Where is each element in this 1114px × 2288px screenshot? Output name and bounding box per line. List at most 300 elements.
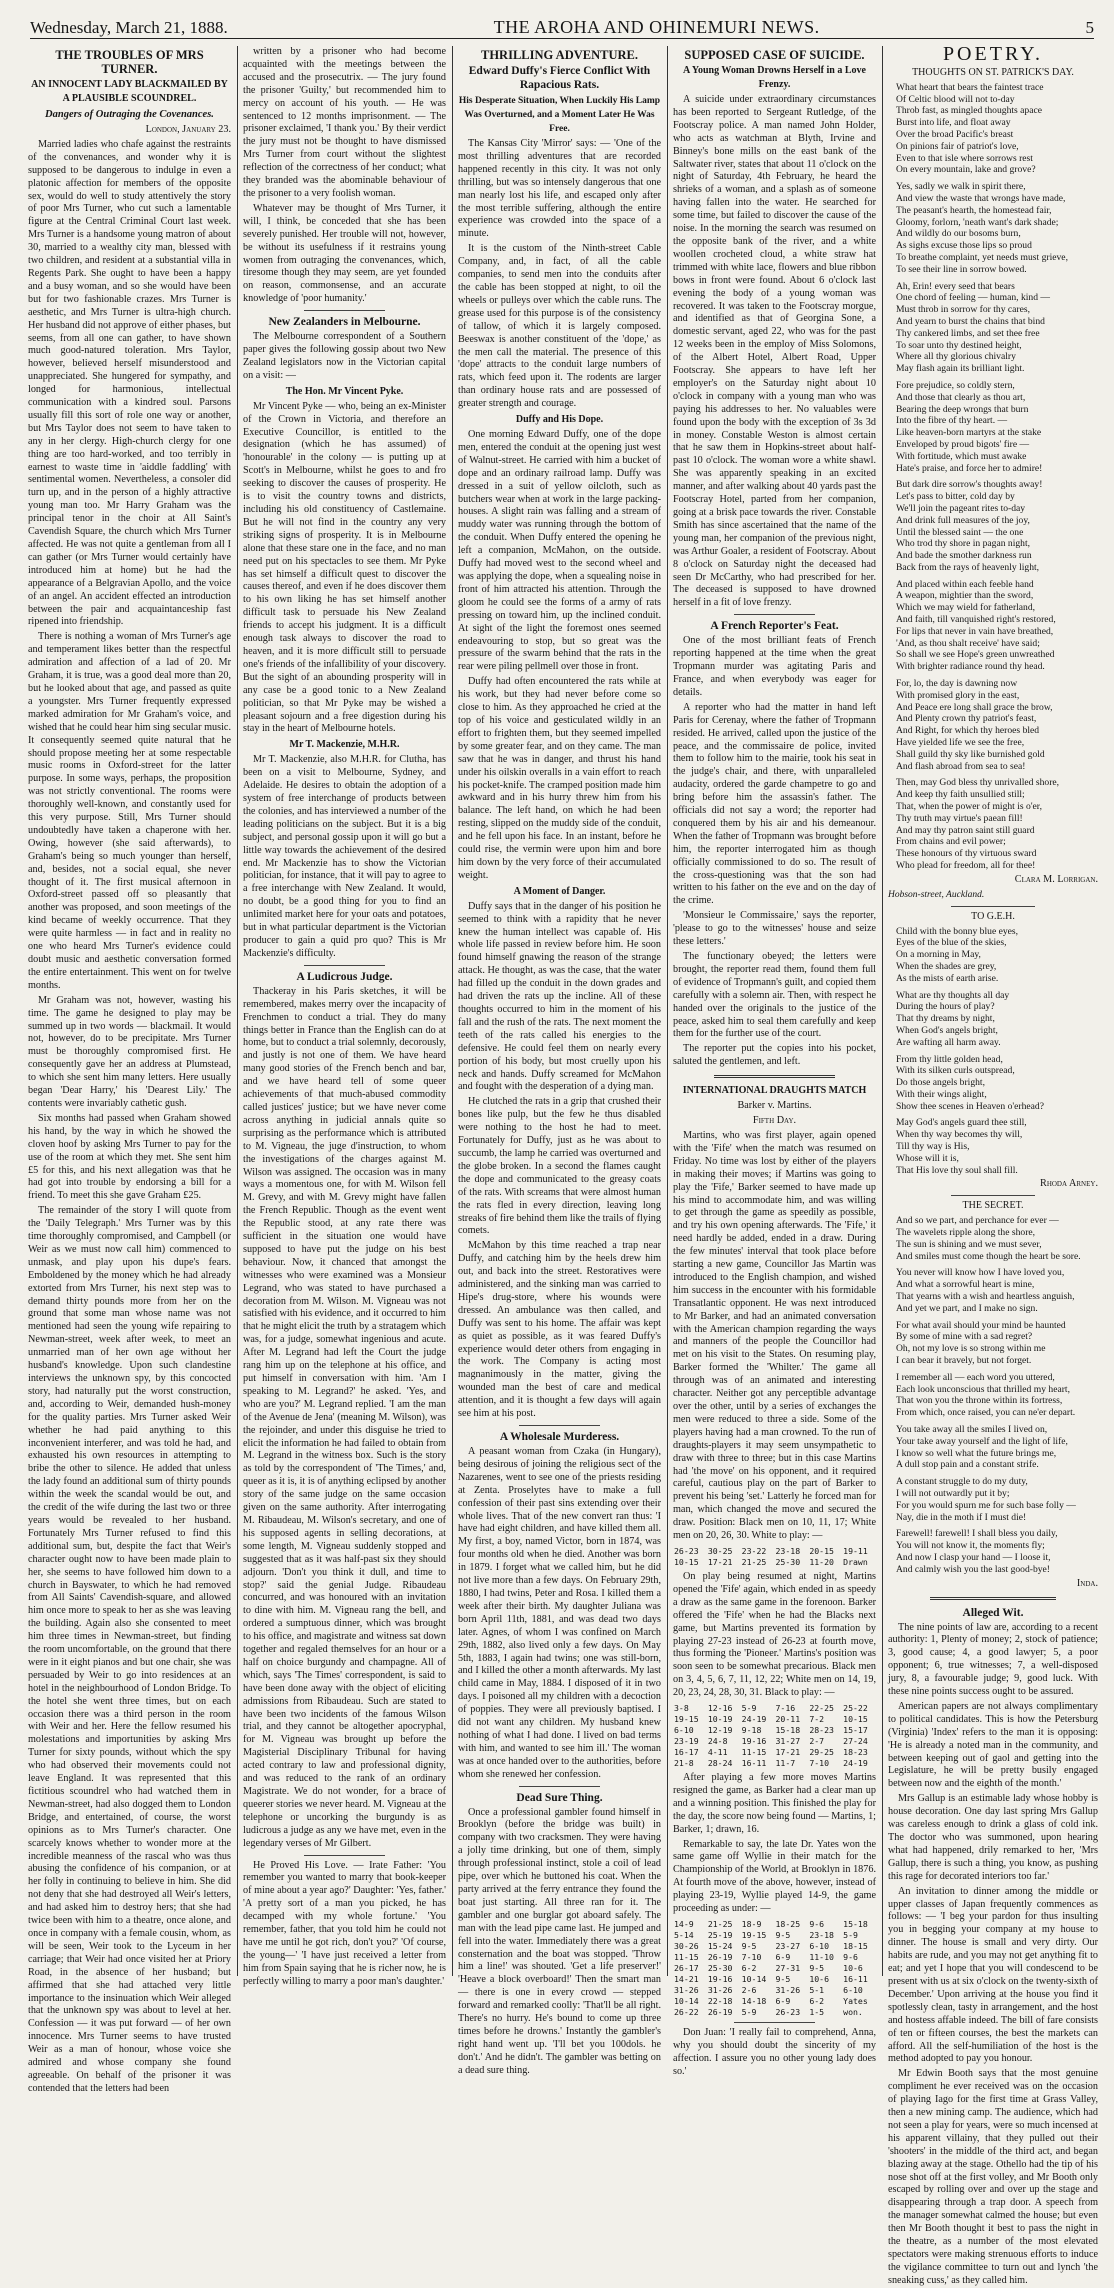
poem-line: By some of mine with a sad regret? — [896, 1331, 1033, 1343]
article-title: A French Reporter's Feat. — [710, 620, 839, 633]
move-cell: 14-18 — [741, 1996, 767, 2006]
paragraph: Remarkable to say, the late Dr. Yates won the same game off Wyllie in their match for the Championship of the World, at Brooklyn in 1876. At fourth move of the above, however, instead of playing 23-19, Wyllie played 14-9, the game proceeding as under: — — [673, 1838, 876, 1915]
poem-line: 'And, as thou shalt receive' have said; — [896, 637, 1040, 649]
poem-line: And Right, for which thy heroes bled — [896, 725, 1040, 737]
moves-row — [673, 1985, 876, 1996]
poem-line: When God's angels bright, — [896, 1024, 998, 1036]
paragraph: He clutched the rats in a grip that crushed their bones like pulp, but the few he thus disabled were nothing to the host he had to meet. Fortunately for Duffy, just as he was about to succumb, the lamp he carried was overturned and the globe broken. In a second the flames caught the dope and communicated to the greasy coats of the rats. With screams that were almost human the rats fled in every direction, leaving long streaks of fire behind them like the trails of flying comets. — [458, 1096, 661, 1237]
section-head: The Hon. Mr Vincent Pyke. — [285, 385, 404, 397]
divider — [951, 1195, 1035, 1196]
move-cell: 5-9 — [741, 2007, 757, 2017]
article-subhead: Dangers of Outraging the Covenances. — [45, 109, 214, 120]
move-cell: 15-24 — [707, 1941, 733, 1951]
section-head: Fifth Day. — [752, 1115, 797, 1127]
paragraph: Whatever may be thought of Mrs Turner, it will, I think, be conceded that she has been severely punished. Her trouble will not, however, be without its usefulness if it restrains young women from outraging the convenances, which, tiresome though they may seem, are yet founded on reason, commonsense, and an accurate knowledge of 'poor humanity.' — [243, 202, 446, 305]
move-cell: 11-15 — [674, 1952, 699, 1962]
move-cell: 18-25 — [775, 1919, 801, 1929]
move-cell: 31-26 — [707, 1985, 733, 1995]
article-title: Alleged Wit. — [962, 1606, 1024, 1619]
move-cell: 20-15 — [809, 1545, 834, 1556]
article-title: SUPPOSED CASE OF SUICIDE. — [684, 48, 865, 62]
poem-title: THOUGHTS ON ST. PATRICK'S DAY. — [912, 66, 1074, 78]
paragraph: American papers are not always complimentary to political candidates. This is how the Petersburg (Virginia) 'Index' refers to the man it is opposing: 'He is already a noted man in the community, and between keeping out of gaol and getting into the Legislature, he will be pretty busily engaged between now and the eighth of the month.' — [888, 1700, 1098, 1790]
poem-line: And may thy patron saint still guard — [896, 824, 1035, 836]
poem-line: When the shades are grey, — [896, 960, 997, 972]
moves-row — [673, 1996, 876, 2007]
poem-line: Eyes of the blue of the skies, — [896, 937, 1007, 949]
move-cell: Drawn — [843, 1556, 868, 1567]
newspaper-title: THE AROHA AND OHINEMURI NEWS. — [493, 17, 820, 37]
move-cell: 28-23 — [809, 1725, 834, 1736]
poem-line: Thy truth may virtue's paean fill! — [896, 812, 1023, 824]
page-number: 5 — [1085, 18, 1094, 37]
move-cell: 26-23 — [775, 2007, 801, 2017]
moves-row — [673, 1703, 876, 1714]
paragraph: The Melbourne correspondent of a Southern paper gives the following gossip about two New Zealand legislators now in the Victorian capital on a visit: — — [243, 331, 446, 381]
paragraph: There is nothing a woman of Mrs Turner's age and temperament likes better than the respectful admiration and affection of a lad of 20. Mr Graham, it is true, was a good deal more than 20, but he looked about that age, and passed as quite a youngster. Mrs Turner frequently expressed marked admiration for Mr Graham's voice, and wished that he could hear him sing secular music. It consequently seemed quite natural that he should propose meeting her at some respectable music rooms in Oxford-street for the latter purpose. In some ways, perhaps, the proposition was not strictly conventional. The rooms were thoroughly well-known, and constantly used for this very purpose. Still, Mrs Turner should undoubtedly have taken a chaperone with her. Owing, however (she said afterwards), to Graham's being so much younger than herself, and, besides, not a social equal, she never thought of it. The first musical afternoon in Oxford-street passed off so pleasantly that another was proposed, and soon meetings of the kind became of weekly occurrence. That they were quite harmless — in fact and in reality no one who heard Mrs Turner's evidence could doubt music and aesthetic conversation formed the entire entertainment. This went on for twelve months. — [28, 631, 231, 991]
move-cell: 23-18 — [809, 1930, 834, 1940]
poem-place: Hobson-street, Auckland. — [888, 889, 985, 900]
poem-line: Burst into life, and float away — [896, 117, 1011, 129]
move-cell: 22-25 — [809, 1703, 834, 1714]
paragraph: A peasant woman from Czaka (in Hungary), being desirous of joining the religious sect of the Nazarenes, went to see one of the priests residing at Zenta. Proselytes have to make a full confession of their past sins extending over their whole lives. That of the new convert ran thus: 'I have had eight children, and have killed them all. My first, a boy, named Victor, born in 1874, was four months old when he died. Another was born in 1879. I forget what we called him, but he did not live more than a few days. On February 29th, 1880, I had twins, Peter and Rosa. I killed them a week after their birth. My daughter Juliana was born April 11th, 1881, and was dead two days later. Agnes, of whom I was confined on March 29th, 1882, also lived only a few days. On May 5th, 1883, I again had twins; one was still-born, and I killed the other a month afterwards. My last child came in May, 1884. I disposed of it in two days. I poisoned all my children with a decoction of poppies. They were all previously baptised. I did not want any children. My husband knew nothing of what I had done. I lived on bad terms with him, and wanted to see him ill.' The woman was at once handed over to the authorities, before whom she renewed her confession. — [458, 1446, 661, 1780]
poem-line: Back from the rays of heavenly light, — [896, 561, 1040, 573]
poem-line: Let's pass to bitter, cold day by — [896, 491, 1015, 503]
move-cell: 5-9 — [843, 1930, 858, 1940]
article-title: THE TROUBLES OF MRS TURNER. — [55, 48, 204, 76]
poem-author: Rhoda Arney. — [1040, 1178, 1098, 1190]
move-cell: 31-27 — [775, 1736, 801, 1747]
move-cell: 27-24 — [843, 1736, 868, 1747]
poem-line: And faith, till vanquished right's restored, — [896, 614, 1056, 626]
moves-row — [673, 1919, 876, 1930]
poem-line: And view the waste that wrongs have made, — [896, 192, 1066, 204]
masthead — [30, 10, 1094, 39]
poem-line: Ah, Erin! every seed that bears — [896, 280, 1015, 292]
paragraph: The remainder of the story I will quote from the 'Daily Telegraph.' Mrs Turner was by this time thoroughly compromised, and Campbell (or Weir as we must now call him) commenced to unmask, and play upon his dupe's fears. Emboldened by the money which he had already extorted from Mrs Turner, his next step was to demand thirty pounds more from her on the ground that some man whose name was not mentioned had seen the young wife repairing to Newman-street, week after week, to meet an unmarried man of her own age without her husband's knowledge. Upon such clandestine interviews the unknown spy, by this concocted story, had naturally put the worst construction, and, according to Weir, demanded hush-money for the quality parties. Mrs Turner asked Weir whether he had paid anything to this inconvenient interferer, and was told he had, and exhausted his own resources in attempting to bribe the other to silence. He added that unless the lady found an additional sum of thirty pounds within the week the scandal would be out, and the credit of the wife during the last two or three years would be revealed to her husband. Fortunately Mrs Turner refused to find this additional sum, but, despite the fact that Weir's character ought now to have been made plain to her, she seems to have followed him down to a church in Bayswater, to which he had removed from All Saints' Cavendish-square, and allowed him once more to speak to her as she was leaving the building. Again also she consented to meet him three times in Newman-street, but finding the room uncomfortable, on the ground that there were in it eight pianos and but one chair, she was persuaded by Weir to go into residences at an hotel in the neighbourhood of London Bridge. To the hotel she went three times, but on each occasion there was a third person in the room with Weir and her. Here the fellow resumed his molestations and importunities by asking Mrs Turner for sixty pounds, without which the spy who had observed their movements could not leave England. It was represented that this fictitious scoundrel who had watched them in Newman-street, had also dogged them to London Bridge, and entertained, of course, the worst opinions as to Mrs Turner's character. One scarcely knows whether to wonder more at the incredible meanness of the rascal who was thus abusing the confidence of his companion, or at her folly in continuing to believe in him. She did not deny that she had destroyed all Weir's letters, and had asked him to destroy hers; that she had twice been with him to a theatre, once alone, and once in company with a female cousin, whom, as will be seen, Weir took to the Lyceum in her carriage; that Weir had once visited her at Priory Road, in the absence of her husband; but affirmed that she had attached very little importance to the insinuation which Weir alleged that the unknown spy was about to level at her. Confession — it was put forward — of her own innocence. Mrs Turner seems to have trusted Weir as a man of honour, whose voice she admired and whose company she found agreeable. On behalf of the prisoner it was contended that the letters had been — [28, 1205, 231, 2094]
poem-line: To soar unto thy destined height, — [896, 339, 1022, 351]
poem-line: The peasant's hearth, the homestead fair, — [896, 204, 1052, 216]
paragraph: The Kansas City 'Mirror' says: — 'One of the most thrilling adventures that are recorded happened recently in this city. It was not only thrilling, but was so intensely dangerous that one man nearly lost his life, and escaped only after the most terrible suffering, although the entire experience was crowded into the space of a minute. — [458, 138, 661, 240]
paragraph: Once a professional gambler found himself in Brooklyn (before the bridge was built) in company with two cracksmen. They were having a jolly time drinking, but one of them, simply through professional instinct, stole a coil of lead pipe, over which he buttoned his coat. When the party arrived at the ferry entrance they found the boat just starting. All three ran for it. The gambler and one burglar got aboard safely. The man with the lead pipe came last. He jumped and fell into the water. Immediately there was a great consternation and the boat was stopped. 'Throw him a line!' was shouted. 'Get a life preserver!' 'Heave a block overboard!' Then the smart man — there is one in every crowd — stepped forward and remarked coolly: 'That'll be all right. There's no hurry. He's bound to come up three times before he drowns.' Instantly the gambler's right hand went up. 'I'll bet you 100dols. he don't.' And he didn't. The gambler was betting on a dead sure thing. — [458, 1806, 661, 2076]
poem-line: We'll join the pageant rites to-day — [896, 502, 1026, 514]
article-title: Dead Sure Thing. — [516, 1791, 603, 1804]
move-cell: 4-11 — [707, 1747, 728, 1758]
move-cell: 12-19 — [707, 1725, 733, 1736]
move-cell: 17-21 — [775, 1747, 801, 1758]
move-cell: 25-22 — [843, 1703, 868, 1714]
poem-line: From chains and evil power; — [896, 836, 1006, 848]
paragraph: Married ladies who chafe against the restraints of the convenances, and wonder why it is supposed to be dangerous to indulge in even a platonic affection for members of the opposite sex, would do well to study attentively the story of poor Mrs Turner, who cut such a lamentable figure at the Central Criminal Court last week. Mrs Turner is a handsome young matron of about 30, married to a wealthy city man, blessed with two children, and resident at a substantial villa in Regents Park. She ought to have been a happy and a busy woman, and so she would have been but for two fashionable crazes. Mrs Turner is aesthetic, and Mrs Turner is ultra-high church. Her husband did not approve of either phases, but seems, from all one can gather, to have shown much good-natured toleration. Mrs Taylor, however, believed herself misunderstood and unappreciated. She hungered for sympathy, and longed for harmonious, intellectual communication with a kindred soul. Parsons usually fill this sort of role one way or another, but Mrs Taylor does not seem to have taken to any in her clergy. High-church clergy for one thing are too hard-worked, and too terribly in earnest to waste time in 'aiddle faddling' with sentimental women. Nevertheless, a consoler did turn up, and in the person of a highly attractive young man too. Mr Harry Graham was the principal tenor in the choir at All Saint's Cavendish Square, the church which Mrs Turner affected. He was not quite a gentleman from all I can gather (or Mrs Turner would certainly have introduced him at home) but he had the appearance of a Belgravian Apollo, and the voice of an angel. An accident effected an introduction between the pair and acquaintanceship fast ripened into friendship. — [28, 138, 231, 628]
poem-line: Where all thy glorious chivalry — [896, 351, 1016, 363]
poem-title: THE SECRET. — [962, 1200, 1024, 1212]
move-cell: 11-7 — [775, 1758, 796, 1769]
move-cell: 7-16 — [775, 1703, 796, 1714]
poem-line: A constant struggle to do my duty, — [896, 1476, 1028, 1488]
move-cell: 24-19 — [843, 1758, 868, 1769]
moves-row — [673, 1736, 876, 1747]
poem-line: And bade the smother darkness run — [896, 550, 1032, 562]
moves-table — [673, 1546, 876, 1568]
poem-line: I can bear it bravely, but not forget. — [896, 1355, 1032, 1367]
move-cell: 10-6 — [843, 1963, 863, 1973]
poem-line: As the mists of earth arise. — [896, 972, 999, 984]
poem-line: And placed within each feeble hand — [896, 578, 1034, 590]
paragraph: Martins, who was first player, again opened with the 'Fife' when the match was resumed on Friday. No time was lost by either of the players in making their moves; if Martins was going to play the 'Fife,' Barker seemed to have made up his mind to accommodate him, and was willing to get through the game as speedily as possible, and try his own opening afterwards. The 'Fife,' it need hardly be added, ended in a draw. During the few minutes' interval that took place before starting a new game, Councillor Jas Martin was introduced to the English champion, and wished him success in the encounter with his formidable Transatlantic opponent. He was next introduced to Mr Barker, and had an animated conversation with the American champion regarding the ways and manners of the people the Councillor had met on his visit to the States. On resuming play, Barker formed the 'Whilter.' The game all through was of an animated and interesting character. Neither got any perceptible advantage over the other, until by a series of exchanges the men were reduced to three a side. Some of the players having had a man crowned. To the run of draughts-players it may seem unsympathetic to draw with three to three; but in this case Martins had 'the move' on his opponent, and it required careful, cautious play on the part of Barker to prevent his being 'set.' Latterly he forced man for man, which changed the move and secured the draw. Position: Black men on 10, 11, 17; White men on 20, 26, 30. White to play: — — [673, 1129, 876, 1542]
divider — [734, 614, 815, 615]
poem-line: On pinions fair of patriot's love, — [896, 140, 1019, 152]
poem-line: And yet we part, and I make no sign. — [896, 1302, 1038, 1314]
article-subtitle: AN INNOCENT LADY BLACKMAILED BY A PLAUSIBLE SCOUNDREL. — [31, 79, 228, 104]
paragraph: 'Monsieur le Commissaire,' says the reporter, 'please to go to the witnesses' house and seize these letters.' — [673, 910, 876, 948]
article-title: THRILLING ADVENTURE. — [481, 48, 638, 62]
column-3 — [458, 46, 661, 2076]
article-title: INTERNATIONAL DRAUGHTS MATCH — [682, 1085, 867, 1097]
paragraph: Mr Vincent Pyke — who, being an ex-Minister of the Crown in Victoria, and therefore an Executive Councillor, is entitled to the designation (which he has assumed) of 'honourable' in the colony — is putting up at Scott's in Melbourne, whilst he goes to and fro seeking to discover the causes of prosperity. He is to visit the country towns and districts, including his old constituency of Castlemaine. But he will not find in the country any very striking signs of prosperity. It is in Melbourne alone that these stare one in the face, and no man need put on his spectacles to see them. Mr Pyke has set himself a difficult quest to discover the causes thereof, and even if he does discover them to his own liking he has set himself another difficult task to persuade his New Zealand friends to accept his judgment. It is a difficult enough task always to discover the road to heaven, and it is more difficult still to persuade one's friends of the infallibility of your discovery. But the sight of an abounding prosperity will in any case be a good tonic to a New Zealand politician, so that Mr Pyke may be wished a pleasant sojourn and a free digestion during his stay in the heart of Melbourne hotels. — [243, 400, 446, 735]
poem-line: Your take away yourself and the light of life, — [896, 1435, 1068, 1447]
poem-line: Then, may God bless thy unrivalled shore, — [896, 777, 1060, 789]
move-cell: 18-9 — [741, 1919, 762, 1929]
poem-line: Shall guild thy sky like burnished gold — [896, 748, 1045, 760]
poem-line: And so we part, and perchance for ever — — [896, 1215, 1059, 1227]
poem-line: With fortitude, which must awake — [896, 450, 1027, 462]
moves-table — [673, 1703, 876, 1769]
moves-row — [673, 1952, 876, 1963]
move-cell: 15-18 — [775, 1725, 801, 1736]
moves-row — [673, 1941, 876, 1952]
move-cell: 3-8 — [674, 1703, 689, 1714]
poem-line: Until the blessed saint — the one — [896, 526, 1024, 538]
poem-line: And Plenty crown thy patriot's feast, — [896, 713, 1037, 725]
section-title: POETRY. — [942, 43, 1044, 65]
column-1 — [28, 46, 231, 2094]
move-cell: 14-9 — [674, 1919, 694, 1929]
move-cell: 15-18 — [843, 1919, 868, 1929]
divider — [714, 1075, 836, 1078]
divider — [519, 1786, 600, 1787]
divider — [304, 1855, 385, 1856]
move-cell: 6-2 — [809, 1996, 825, 2006]
poem-line: Till thy way is His, — [896, 1141, 970, 1153]
poem-line: And Peace ere long shall grace the brow, — [896, 701, 1053, 713]
move-cell: 26-19 — [707, 2007, 733, 2017]
move-cell: 9-6 — [809, 1919, 825, 1929]
poem-line: What are thy thoughts all day — [896, 989, 1010, 1001]
move-cell: 18-15 — [843, 1941, 868, 1951]
poem-line: With promised glory in the east, — [896, 689, 1020, 701]
move-cell: 10-19 — [707, 1714, 733, 1725]
move-cell: 16-11 — [843, 1974, 868, 1984]
poem-line: Which we may wield for fatherland, — [896, 602, 1036, 614]
move-cell: Yates — [843, 1996, 868, 2006]
article-title: A Ludicrous Judge. — [296, 970, 393, 983]
poem-line: And wildly do our bosoms burn, — [896, 228, 1021, 240]
move-cell: 9-18 — [741, 1725, 762, 1736]
move-cell: 6-10 — [674, 1725, 694, 1736]
paragraph: The reporter put the copies into his pocket, saluted the gentlemen, and left. — [673, 1043, 876, 1068]
poem-author: Clara M. Lorrigan. — [1014, 873, 1098, 885]
move-cell: 18-23 — [843, 1747, 868, 1758]
poem-line: For what avail should your mind be haunted — [896, 1319, 1066, 1331]
move-cell: 16-11 — [741, 1758, 767, 1769]
move-cell: 27-31 — [775, 1963, 801, 1973]
poem-line: That won you the throne within its fortress, — [896, 1395, 1063, 1407]
move-cell: 25-30 — [775, 1556, 801, 1567]
poem-line: That His love thy soul shall fill. — [896, 1164, 1018, 1176]
poem-line: Throb fast, as mingled thoughts apace — [896, 105, 1043, 117]
move-cell: 7-2 — [809, 1714, 825, 1725]
move-cell: 31-26 — [674, 1985, 699, 1995]
poem-line: With its silken curls outspread, — [896, 1065, 1015, 1077]
poem — [888, 1215, 1098, 1575]
moves-row — [673, 1747, 876, 1758]
poem-line: To breathe complaint, yet needs must grieve, — [896, 251, 1068, 263]
move-cell: 30-26 — [674, 1941, 699, 1951]
dateline: London, January 23. — [145, 124, 231, 135]
poem-line: And drink full measures of the joy, — [896, 514, 1030, 526]
poem-line: For lips that never in vain have breathed, — [896, 625, 1054, 637]
poem-line: And smiles must come though the heart be sore. — [896, 1250, 1081, 1262]
poem-line: Even to that isle where sorrows rest — [896, 152, 1033, 164]
move-cell: 6-2 — [741, 1963, 757, 1973]
move-cell: 21-25 — [741, 1556, 767, 1567]
moves-row — [673, 2007, 876, 2018]
move-cell: 24-8 — [707, 1736, 728, 1747]
move-cell: 17-21 — [707, 1556, 733, 1567]
move-cell: 9-6 — [843, 1952, 858, 1962]
move-cell: 5-14 — [674, 1930, 694, 1940]
move-cell: 23-27 — [775, 1941, 801, 1951]
paragraph: The functionary obeyed; the letters were brought, the reporter read them, found them full of evidence of Tropmann's guilt, and copied them carefully with a solemn air. Then, with respect he handed over the originals to the justice of the peace, asked him to seal them carefully and keep them for the further use of the court. — [673, 951, 876, 1040]
poem-line: Yes, sadly we walk in spirit there, — [896, 181, 1026, 193]
poem-line: So shall we see Hope's green unwreathed — [896, 649, 1055, 661]
move-cell: 6-10 — [809, 1941, 830, 1951]
poem-line: Over the broad Pacific's breast — [896, 129, 1014, 140]
divider — [304, 310, 385, 311]
move-cell: 19-16 — [741, 1736, 767, 1747]
column-divider — [882, 46, 883, 1976]
poem-line: For, lo, the day is dawning now — [896, 678, 1018, 690]
poem-line: Hate's praise, and force her to admire! — [896, 462, 1043, 474]
paragraph: It is the custom of the Ninth-street Cable Company, and, in fact, of all the cable companies, to send men into the conduits after the cable has been stopped at night, to oil the wheels or pulleys over which the cable runs. The grease used for this purpose is of the consistency of tallow, of which it is largely composed. Beeswax is another constituent of the 'dope,' as the men call the material. The presence of this 'dope' attracts to the conduit large numbers of rats, which feed upon it. The rodents are larger than ordinary house rats and are possessed of greater strength and courage. — [458, 243, 661, 410]
poem-line: On a morning in May, — [896, 949, 981, 961]
moves-row — [673, 1546, 876, 1557]
divider — [304, 965, 385, 966]
move-cell: 19-16 — [707, 1974, 733, 1984]
move-cell: 19-11 — [843, 1545, 868, 1556]
move-cell: 12-16 — [707, 1703, 733, 1714]
poem-line: With brighter radiance round thy head. — [896, 661, 1045, 673]
moves-table — [673, 1919, 876, 2018]
poem-line: And what a sorrowful heart is mine, — [896, 1279, 1035, 1291]
poem — [888, 82, 1098, 872]
poem-line: Do those angels bright, — [896, 1077, 985, 1089]
poem-line: Child with the bonny blue eyes, — [896, 925, 1019, 937]
article-title: New Zealanders in Melbourne. — [268, 316, 421, 329]
poem-line: Into the fibre of thy heart. — — [896, 415, 1008, 427]
poem-line: That thy dreams by night, — [896, 1013, 995, 1025]
poem-line: And keep thy faith unsullied still; — [896, 789, 1025, 801]
move-cell: 9-5 — [775, 1974, 791, 1984]
move-cell: 10-14 — [674, 1996, 699, 2006]
poem-line: On every mountain, lake and grove? — [896, 164, 1036, 176]
move-cell: 20-11 — [775, 1714, 801, 1725]
page-columns — [28, 43, 1098, 2286]
move-cell: 30-25 — [707, 1545, 733, 1556]
poem-author: Inda. — [1076, 1577, 1098, 1589]
move-cell: 10-15 — [674, 1556, 699, 1567]
poem-line: Of Celtic blood will not to-day — [896, 93, 1015, 105]
poem-line: Bearing the deep wrongs that burn — [896, 403, 1029, 415]
paragraph: The nine points of law are, according to a recent authority: 1, Plenty of money; 2, stock of patience; 3, good cause; 4, a good lawyer; 5, a poor opponent; 6, true witnesses; 7, a well-disposed jury, 8, a favourable judge; 9, good luck. With these nine points success ought to be assured. — [888, 1621, 1098, 1698]
poem-title: TO G.E.H. — [971, 910, 1015, 922]
poem-line: I will not outwardly put it by; — [896, 1488, 1010, 1500]
poem-line: From which, once raised, you can ne'er depart. — [896, 1407, 1076, 1419]
move-cell: 10-15 — [843, 1714, 868, 1725]
move-cell: 7-10 — [741, 1952, 762, 1962]
section-head: Mr T. Mackenzie, M.H.R. — [289, 739, 400, 751]
move-cell: 11-10 — [809, 1952, 834, 1962]
poem-line: What heart that bears the faintest trace — [896, 81, 1044, 93]
poem-line: Farewell! farewell! I shall bless you daily, — [896, 1528, 1058, 1540]
poem-line: But dark dire sorrow's thoughts away! — [896, 479, 1043, 491]
paragraph: A reporter who had the matter in hand left Paris for Cerenay, where the father of Tropmann resided. He arrived, called upon the justice of the peace, and the commissaire de police, invited them to follow him to the mairie, took his seat in the judge's chair, and there, with unparalleled audacity, ordered the garde champetre to go and bring before him the assassin's father. The officials did not say a word; the reporter had conquered them by his air and his demeanour. When the father of Tropmann was brought before him, the reporter interrogated him as though officially commissioned to do so. The result of the cross-questioning was that the son had written to his father on the eve and on the day of the crime. — [673, 701, 876, 907]
move-cell: 5-1 — [809, 1985, 825, 1995]
moves-row — [673, 1930, 876, 1941]
move-cell: 31-26 — [775, 1985, 801, 1995]
poem-line: And yearn to burst the chains that bind — [896, 315, 1045, 327]
column-5 — [888, 43, 1098, 2286]
poem-line: The sun is shining and we must sever, — [896, 1238, 1042, 1250]
moves-row — [673, 1714, 876, 1725]
poem-line: Whose will it is, — [896, 1152, 959, 1164]
moves-row — [673, 1974, 876, 1985]
poem-line: Oh, not my love is so strong within me — [896, 1343, 1046, 1355]
paragraph: McMahon by this time reached a trap near Duffy, and catching him by the heels drew him out, and back into the street. Restoratives were administered, and the sinking man was carried to Hipe's drug-store, where his wounds were dressed. An ambulance was then called, and Duffy was sent to his home. The affair was kept as quiet as possible, as it was feared Duffy's experience would deter others from engaging in the work. The Company is acting most magnanimously in the matter, giving the wounded man the best of care and medical attention, and it is thought a few days will again see him at his post. — [458, 1240, 661, 1420]
move-cell: 19-15 — [741, 1930, 767, 1940]
move-cell: 2-7 — [809, 1736, 825, 1747]
poem-line: Who trod thy shore in pagan night, — [896, 538, 1031, 550]
moves-row — [673, 1963, 876, 1974]
article-subtitle: Barker v. Martins. — [737, 1100, 812, 1112]
divider — [930, 1597, 1056, 1600]
poem-line: Who plead for freedom, all for thee! — [896, 860, 1036, 872]
move-cell: 9-5 — [809, 1963, 825, 1973]
move-cell: 11-15 — [741, 1747, 767, 1758]
paragraph: written by a prisoner who had become acquainted with the meetings between the accused and the prosecutrix. — The jury found the prisoner 'Guilty,' but recommended him to mercy on account of his youth. — He was sentenced to 12 months imprisonment. — The prisoner exclaimed, 'I thank you.' By their verdict the jury must not be thought to have dismissed Mrs Turner from court without the slightest reflection of the correctness of her conduct; what they branded was the abominable behaviour of the prisoner to a very foolish woman. — [243, 46, 446, 199]
move-cell: 21-8 — [674, 1758, 694, 1769]
poem-line: May flash again its brilliant light. — [896, 363, 1025, 375]
article-title: A Wholesale Murderess. — [499, 1431, 620, 1443]
divider — [519, 1425, 600, 1426]
poem-line: During the hours of play? — [896, 1001, 995, 1013]
move-cell: 7-10 — [809, 1758, 830, 1769]
column-divider — [237, 46, 238, 1976]
section-head: Duffy and His Dope. — [515, 414, 604, 426]
paragraph: One of the most brilliant feats of French reporting happened at the time when the great Tropmann murder was agitating Paris and France, and when everybody was eager for details. — [673, 635, 876, 698]
paragraph: Don Juan: 'I really fail to comprehend, Anna, why you should doubt the sincerity of my affection. I assure you no other young lady does so.' — [673, 2027, 876, 2077]
move-cell: 26-19 — [707, 1952, 733, 1962]
column-divider — [667, 46, 668, 1976]
poem-line: You never will know how I have loved you, — [896, 1267, 1065, 1279]
move-cell: 5-9 — [741, 1703, 757, 1714]
move-cell: 26-23 — [674, 1545, 699, 1556]
paragraph: Six months had passed when Graham showed his hand, by the way in which he showed the cloven hoof by asking Mrs Turner to pay for the use of the room at which they met. She sent him £5 for this, and his next allegation was that he had got into trouble by endorsing a bill for a friend. To meet this she gave Graham £25. — [28, 1112, 231, 1202]
paragraph: Thackeray in his Paris sketches, it will be remembered, makes merry over the incapacity of Frenchmen to conduct a trial. They do many things better in France than the English can do at home, but to conduct a trial solemnly, decorously, and justly is not one of them. We have heard many good stories of the French bench and bar, and we have heard tell of some queer achievements of that much-abused commodity called justices' justice; but we have never come across anything in judicial annals quite so surprising as the performance which is attributed to M. Vigneau, the juge d'instruction, to whom the investigations of the charges against M. Wilson was assigned. The occasion was in many ways a momentous one, for with M. Wilson fell M. Grevy, and with M. Grevy might have fallen the French Republic. Though as the event went the Republic stood, at any rate there was sufficient in the situation one would have supposed to have put the judge on his best behaviour. Now, it chanced that amongst the witnesses who were examined was a Monsieur Legrand, who was stated to have purchased a decoration from M. Wilson. M. Vigneau was not satisfied with his evidence, and it occurred to him that he might elicit the truth by a stratagem which was, for a judge, somewhat ingenious and acute. After M. Legrand had left the Court the judge rang him up on the telephone at his office, and put himself in conversation with him. 'Am I speaking to M. Legrand?' he asked. 'Yes, and who are you?' M. Legrand replied. 'I am the man of the Avenue de Jena' (meaning M. Wilson), was the rejoinder, and under this disguise he tried to elicit the information he had failed to obtain from M. Legrand in the witness box. Such is the story as told by the correspondent of 'The Times,' and, queer as it is, it is of anything eclipsed by another story of the same judge on the same occasion given on the same authority. After interrogating M. Ribaudeau, M. Wilson's secretary, and one of his supposed agents in selling decorations, at some length, M. Vigneau suddenly stopped and suggested that as it was half-past six they should adjourn. 'Don't you think it dull, and time to stop?' said the genial Judge. Ribaudeau concurred, and was honoured with an invitation to dine with him. M. Vigneau rang the bell, and ordered a sumptuous dinner, which was brought to his office, and magistrate and witness sat down together and regaled themselves for an hour or a half on choice burgundy and champagne. All of which, says 'The Times' correspondent, is said to have been done away with the object of eliciting admissions from Ribaudeau. Such are stated to have been two incidents of the famous Wilson trial, and they cannot be altogether apocryphal, for M. Vigneau was brought up before the Magisterial Disciplinary Tribunal for having acted contrary to law and professional dignity, and was reduced to the rank of an ordinary Magistrate. We do not wonder, for a brace of queerer stories we never heard. M. Vigneau at the telephone or uncorking the burgundy is as ludicrous a judge as any we have met, even in the legendary verses of Mr Gilbert. — [243, 985, 446, 1849]
article-subtitle: Edward Duffy's Fierce Conflict With Rapacious Rats. — [468, 65, 651, 91]
move-cell: 15-17 — [843, 1725, 868, 1736]
divider — [951, 906, 1035, 907]
poem-line: From thy little golden head, — [896, 1053, 1003, 1065]
poem-line: That, when the power of might is o'er, — [896, 801, 1043, 813]
issue-date: Wednesday, March 21, 1888. — [30, 18, 228, 37]
poem-line: A weapon, mightier than the sword, — [896, 590, 1034, 602]
move-cell: 19-15 — [674, 1714, 699, 1725]
move-cell: 23-22 — [741, 1545, 767, 1556]
move-cell: 26-22 — [674, 2007, 699, 2017]
paragraph: Mr Edwin Booth says that the most genuine compliment he ever received was on the occasion of playing Iago for the first time at Grass Valley, then a new mining camp. The audience, which had not seen a play for years, were so much incensed at his apparent villainy, that they pulled out their 'shooters' in the middle of the third act, and began blazing away at the stage. Othello had the tip of his nose shot off at the first volley, and Mr Booth only escaped by rolling over and over up the stage and disappearing through a trap door. A speech from the manager somewhat calmed the house; but even then Mr Booth thought it best to pass the night in the theatre, as a number of the most elevated spectators were making strenuous efforts to induce the vigilance committee to turn out and lynch 'the sneaking cuss,' as they called him. — [888, 2068, 1098, 2286]
divider — [734, 2022, 815, 2023]
paragraph: On play being resumed at night, Martins opened the 'Fife' again, which ended in as speedy a draw as the same game in the forenoon. Barker offered the 'Fife' when he had the Blacks next game, but Martins prevented its formation by playing 27-23 instead of 26-23 at fourth move, thus forming the 'Pioneer.' Martins's position was soon seen to be somewhat precarious. Black men on 3, 4, 5, 6, 7, 11, 12, 22; White men on 14, 19, 20, 23, 24, 28, 30, 31. Black to play: — — [673, 1570, 876, 1699]
paragraph: An invitation to dinner among the middle or upper classes of Japan frequently commences as follows: — 'I beg your pardon for thus insulting you in begging your company at my house to dinner. The house is small and very dirty. Our habits are rude, and you may not get anything fit to eat; and yet I hope that you will condescend to be present with us at six o'clock on the twenty-sixth of December.' Upon arriving at the house you find it spotlessly clean, tasty in arrangement, and the host and hostess affable indeed. The bill of fare consists of ten or fifteen courses, the best the markets can afford. All the self-humiliation of the host is the method adopted to pay you honour. — [888, 1885, 1098, 2065]
poem-line: One chord of feeling — human, kind — — [896, 292, 1050, 304]
paragraph: A suicide under extraordinary circumstances has been reported to Sergeant Rutledge, of the Footscray police. A man named John Holder, who acts as watchman at Blyth, Irvine and Binney's bone mills on the east bank of the Saltwater river, states that about 11 o'clock on the night of Saturday, 4th February, he heard the shrieks of a woman, and a splash as of someone having fallen into the water. He searched for some time, but failed to discover the cause of the noise. In the morning the search was resumed on the opposite bank of the river, and a white woollen crocheted cloud, a white straw hat trimmed with white lace, flowers and blue ribbon bows in front were found. About 6 o'clock last evening the body of a young woman was recovered. It was taken to the Footscray morgue, and identified as that of Georgina Sone, a domestic servant, aged 22, who was for the past 12 weeks been in the employ of Miss Solomons, of the Albert Hotel, Albert Road, Upper Footscray. She appears to have left her employer's on the Saturday night about 10 o'clock in company with a young man who was paying his addresses to her. No valuables were found upon the body with the exception of 3s 3d in money. Constable Weston is almost certain that he saw them in Hopkins-street about half-past 10 o'clock. The woman wore a white shawl. She was apparently speaking in an excited manner, and after walking about 40 yards past the Footscray Hotel, parted from her companion, going at a brisk pace towards the river. Constable Smith has since ascertained that the name of the young man, her companion of the previous night, was Arthur Goaler, a resident of Footscray. About 8 o'clock on Saturday night the deceased had seen Dr McCarthy, who had prescribed for her. The deceased is supposed to have drowned herself in a fit of love frenzy. — [673, 94, 876, 609]
move-cell: 10-6 — [809, 1974, 830, 1984]
move-cell: 2-6 — [741, 1985, 757, 1995]
poem-line: You will not know it, the moments fly; — [896, 1540, 1045, 1552]
poem-line: For you would spurn me for such base folly — — [896, 1499, 1076, 1511]
moves-row — [673, 1557, 876, 1568]
poem-line: As sighs excuse those lips so proud — [896, 240, 1032, 252]
move-cell: 23-19 — [674, 1736, 699, 1747]
poem-line: The wavelets ripple along the shore, — [896, 1227, 1036, 1239]
move-cell: 24-19 — [741, 1714, 767, 1725]
poem-line: May God's angels guard thee still, — [896, 1117, 1027, 1129]
move-cell: 28-24 — [707, 1758, 733, 1769]
column-divider — [452, 46, 453, 1976]
move-cell: 25-30 — [707, 1963, 733, 1973]
article-subtitle: A Young Woman Drowns Herself in a Love Frenzy. — [683, 65, 866, 90]
move-cell: won. — [843, 2007, 863, 2017]
section-head: A Moment of Danger. — [513, 885, 606, 897]
moves-row — [673, 1725, 876, 1736]
column-4 — [673, 46, 876, 2077]
paragraph: Mr Graham was not, however, wasting his time. The game he designed to play may be summed up in two words — blackmail. It would not, however, do to be precipitate. Mrs Turner must be thoroughly compromised first. He consequently gave her an address at Plumstead, to which she sent him many letters. Here usually began 'Dear Harry,' his 'Dearest Lily.' The contents were invariably cathetic gush. — [28, 994, 231, 1109]
poem-line: A dull stop pain and a constant strife. — [896, 1459, 1039, 1471]
move-cell: 14-21 — [674, 1974, 699, 1984]
move-cell: 10-14 — [741, 1974, 767, 1984]
paragraph: After playing a few more moves Martins resigned the game, as Barker had a clear man up and a winning position. This finished the play for the day, the score now being found — Martins, 1; Barker, 1; drawn, 16. — [673, 1772, 876, 1835]
move-cell: 6-9 — [775, 1952, 791, 1962]
move-cell: 21-25 — [707, 1919, 733, 1929]
move-cell: 1-5 — [809, 2007, 825, 2017]
poem-line: And now I clasp your hand — I loose it, — [896, 1552, 1051, 1563]
move-cell: 22-18 — [707, 1996, 733, 2006]
poem-line: That yearns with a wish and heartless anguish, — [896, 1291, 1075, 1303]
poem-line: Each look unconscious that thrilled my heart, — [896, 1383, 1070, 1395]
move-cell: 16-17 — [674, 1747, 699, 1758]
poem-line: And calmly wish you the last good-bye! — [896, 1563, 1051, 1575]
move-cell: 9-5 — [775, 1930, 791, 1940]
poem-line: These honours of thy virtuous sward — [896, 848, 1037, 860]
moves-row — [673, 1758, 876, 1769]
poem-line: Nay, die in the moth if I must die! — [896, 1511, 1027, 1523]
article-subhead: His Desperate Situation, When Luckily His Lamp Was Overturned, and a Moment Later He Was Free. — [458, 96, 661, 134]
poem-line: Have yielded life we see the free, — [896, 737, 1025, 749]
poem-line: Like heaven-born martyrs at the stake — [896, 427, 1042, 439]
poem-line: Thy cankered limbs, and set thee free — [896, 327, 1040, 339]
poem-line: With their wings alight, — [896, 1088, 987, 1100]
